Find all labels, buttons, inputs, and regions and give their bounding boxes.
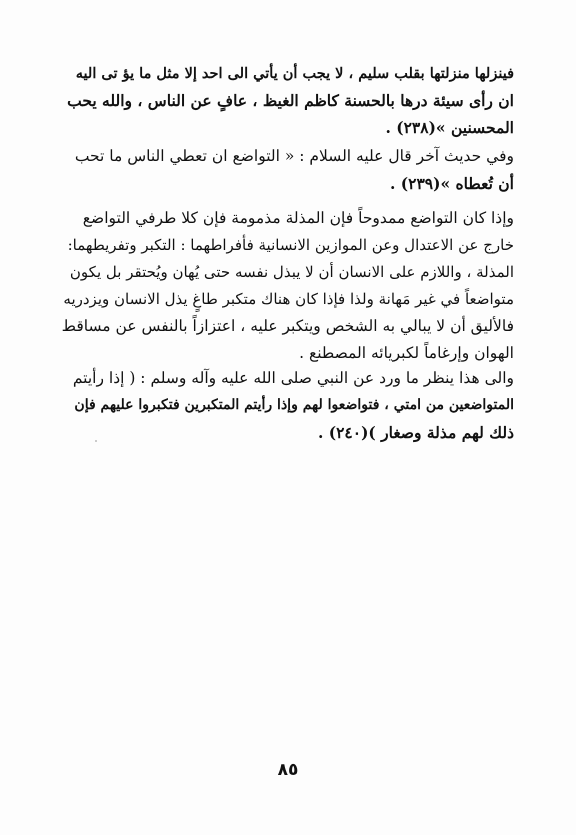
paragraph-3-line-2: خارج عن الاعتدال وعن الموازين الانسانية فأفراطهما : التكبر وتفريطهما:: [67, 236, 514, 254]
paragraph-3-line-5: فالأليق أن لا يبالي به الشخص ويتكبر عليه ، اعتزازاً بالنفس عن مساقط: [61, 317, 514, 335]
paragraph-2: [62, 143, 514, 197]
paragraph-3-line-6: الهوان وإرغاماً لكبريائه المصطنع .: [299, 344, 514, 362]
paragraph-4-line-1: والى هذا ينظر ما ورد عن النبي صلى الله عليه وآله وسلم : ( إذا رأيتم: [72, 369, 514, 387]
paragraph-1-line-1: فينزلها منزلتها بقلب سليم ، لا يجب أن يأتي الى احد إلا مثل ما يؤ تى اليه: [75, 65, 514, 82]
scan-speck: [95, 440, 97, 442]
paragraph-3-line-3: المذلة ، واللازم على الانسان أن لا يبذل نفسه حتى يُهان ويُحتقر بل يكون: [69, 263, 514, 281]
paragraph-3-line-4: متواضعاً في غير مَهانة ولذا فإذا كان هناك متكبر طاغٍ يذل الانسان ويزدريه: [63, 290, 514, 308]
paragraph-1-line-3: المحسنين »(٢٣٨) .: [385, 118, 514, 137]
paragraph-4: [62, 365, 514, 446]
paragraph-2-line-2: أن تُعطاه »(٢٣٩) .: [390, 174, 514, 193]
paragraph-1: [62, 60, 514, 141]
paragraph-3: [62, 205, 514, 367]
paragraph-4-line-2: المتواضعين من امتي ، فتواضعوا لهم وإذا رأيتم المتكبرين فتكبروا عليهم فإن: [74, 397, 514, 413]
paragraph-2-line-1: وفي حديث آخر قال عليه السلام : « التواضع ان تعطي الناس ما تحب: [74, 147, 514, 165]
paragraph-1-line-2: ان رأى سيئة درها بالحسنة كاظم الغيظ ، عافٍ عن الناس ، والله يحب: [67, 91, 514, 110]
paragraph-3-line-1: وإذا كان التواضع ممدوحاً فإن المذلة مذمومة فإن كلا طرفي التواضع: [82, 209, 514, 227]
paragraph-4-line-3: ذلك لهم مذلة وصغار )(٢٤٠) .: [317, 423, 514, 442]
page-number: ٨٥: [277, 760, 299, 780]
